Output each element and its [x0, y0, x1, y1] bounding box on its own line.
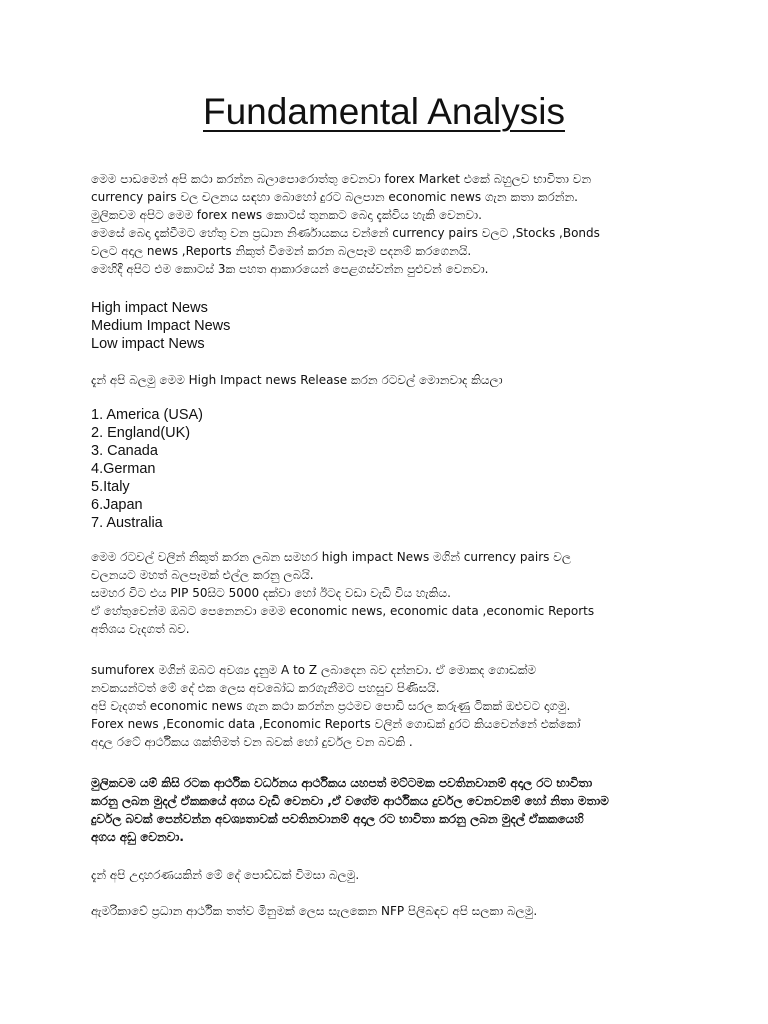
text-line: Forex news ,Economic data ,Economic Reports වලින් ගොඩක් දුරට කියවෙන්නේ එක්කෝ [91, 717, 581, 731]
text-line: වලට අදාල news ,Reports නිකුත් වීමෙන් කරන බලපෑම පදනම් කරගෙනයි. [91, 244, 472, 258]
list-item: 7. Australia [91, 515, 163, 531]
countries-intro [91, 371, 691, 389]
text-line: sumuforex මගින් ඔබට අවශ්‍ය දැනුම A to Z ලබාදෙන බව දන්නවා. ඒ මොකද ගොඩක්ම [91, 663, 537, 677]
impact-list [91, 299, 491, 353]
nfp-paragraph [91, 902, 691, 920]
text-line: අතිශය වැදගත් බව. [91, 622, 190, 636]
example-paragraph [91, 866, 691, 884]
list-item: 5.Italy [91, 479, 130, 495]
text-line: කරනු ලබන මුදල් ඒකකයේ අගය වැඩි වෙනවා ,ඒ වගේම ආර්ථිකය දුර්වල වෙනවනම් හෝ නිතා මතාම [91, 794, 609, 808]
text-line: currency pairs වල චලනය සඳහා බොහෝ දුරට බලපාන economic news ගැන කතා කරන්න. [91, 190, 578, 204]
country-list [91, 406, 491, 532]
list-item: 6.Japan [91, 497, 143, 513]
text-line: අපි වැදගත් economic news ගැන කථා කරන්න ප්‍රථමව පොඩි සරල කරුණු ටිකක් ඔළුවට දාගමු. [91, 699, 571, 713]
list-item: 1. America (USA) [91, 407, 203, 423]
text-line: සමහර විට එය PIP 50සිට 5000 දක්වා හෝ ඊටද වඩා වැඩි විය හැකිය. [91, 586, 451, 600]
page-title: Fundamental Analysis [203, 91, 565, 132]
list-item: High impact News [91, 300, 208, 316]
text-line: දුර්වල බවක් පෙන්වන්න අවශ්‍යතාවක් පවතිනවානම් අදාල රට භාවිතා කරනු ලබන මුදල් ඒකකයෙහි [91, 812, 584, 826]
text-line: චලනයට මහත් බලපෑමක් එල්ල කරනු ලබයි. [91, 568, 314, 582]
text-line: දැන් අපි බලමු මෙම High Impact news Release කරන රටවල් මොනවාද කියලා [91, 373, 503, 387]
text-line: මුලිකවම යම් කිසි රටක ආර්ථික වර්ධනය ආර්ථිකය යහපත් මට්ටමක පවතිනවානම් අදාල රට භාවිතා [91, 776, 593, 790]
text-line: මෙහිදී අපිට එම කොටස් 3ක පහත ආකාරයෙන් පෙළගස්වන්න පුළුවන් වෙනවා. [91, 262, 489, 276]
list-item: Low impact News [91, 336, 205, 352]
sumuforex-paragraph [91, 661, 691, 751]
bold-paragraph [91, 774, 691, 846]
text-line: අදාල රටේ ආර්ථිකය ශක්තිමත් වන බවක් හෝ දුර්වල වන බවකි . [91, 735, 413, 749]
list-item: 4.German [91, 461, 156, 477]
text-line: ඇමරිකාවේ ප්‍රධාන ආර්ථික තත්ව මිනුමක් ලෙස සැලකෙන NFP පිලිබඳව අපි සලකා බලමු. [91, 904, 538, 918]
text-line: මෙම පාඩමෙන් අපි කථා කරන්න බලාපොරොත්තු වෙනවා forex Market එකේ බහුලව භාවිතා වන [91, 172, 592, 186]
text-line: දැන් අපි උදාහරණයකින් මේ දේ පොඩ්ඩක් විමසා බලමු. [91, 868, 360, 882]
text-line: නවකයන්ටත් මේ දේ එක ලෙස අවබෝධ කරගැනීමට පහසුව පිණිසයි. [91, 681, 440, 695]
text-line: මුලිකවම අපිට මෙම forex news කොටස් තුනකට බෙදා දැක්විය හැකි වෙනවා. [91, 208, 482, 222]
text-line: මෙසේ බෙදා දැක්වීමට හේතු වන ප්‍රධාන නිර්ණායකය වන්නේ currency pairs වලට ,Stocks ,Bonds [91, 226, 600, 240]
list-item: 2. England(UK) [91, 425, 191, 441]
intro-paragraph [91, 170, 691, 278]
text-line: අගය අඩු වෙනවා. [91, 830, 184, 844]
list-item: 3. Canada [91, 443, 158, 459]
text-line: ඒ හේතුවෙන්ම ඔබට පෙනෙනවා මෙම economic news, economic data ,economic Reports [91, 604, 595, 618]
text-line: මෙම රටවල් වලින් නිකුත් කරන ලබන සමහර high impact News මගින් currency pairs වල [91, 550, 571, 564]
impact-paragraph [91, 548, 691, 638]
list-item: Medium Impact News [91, 318, 231, 334]
